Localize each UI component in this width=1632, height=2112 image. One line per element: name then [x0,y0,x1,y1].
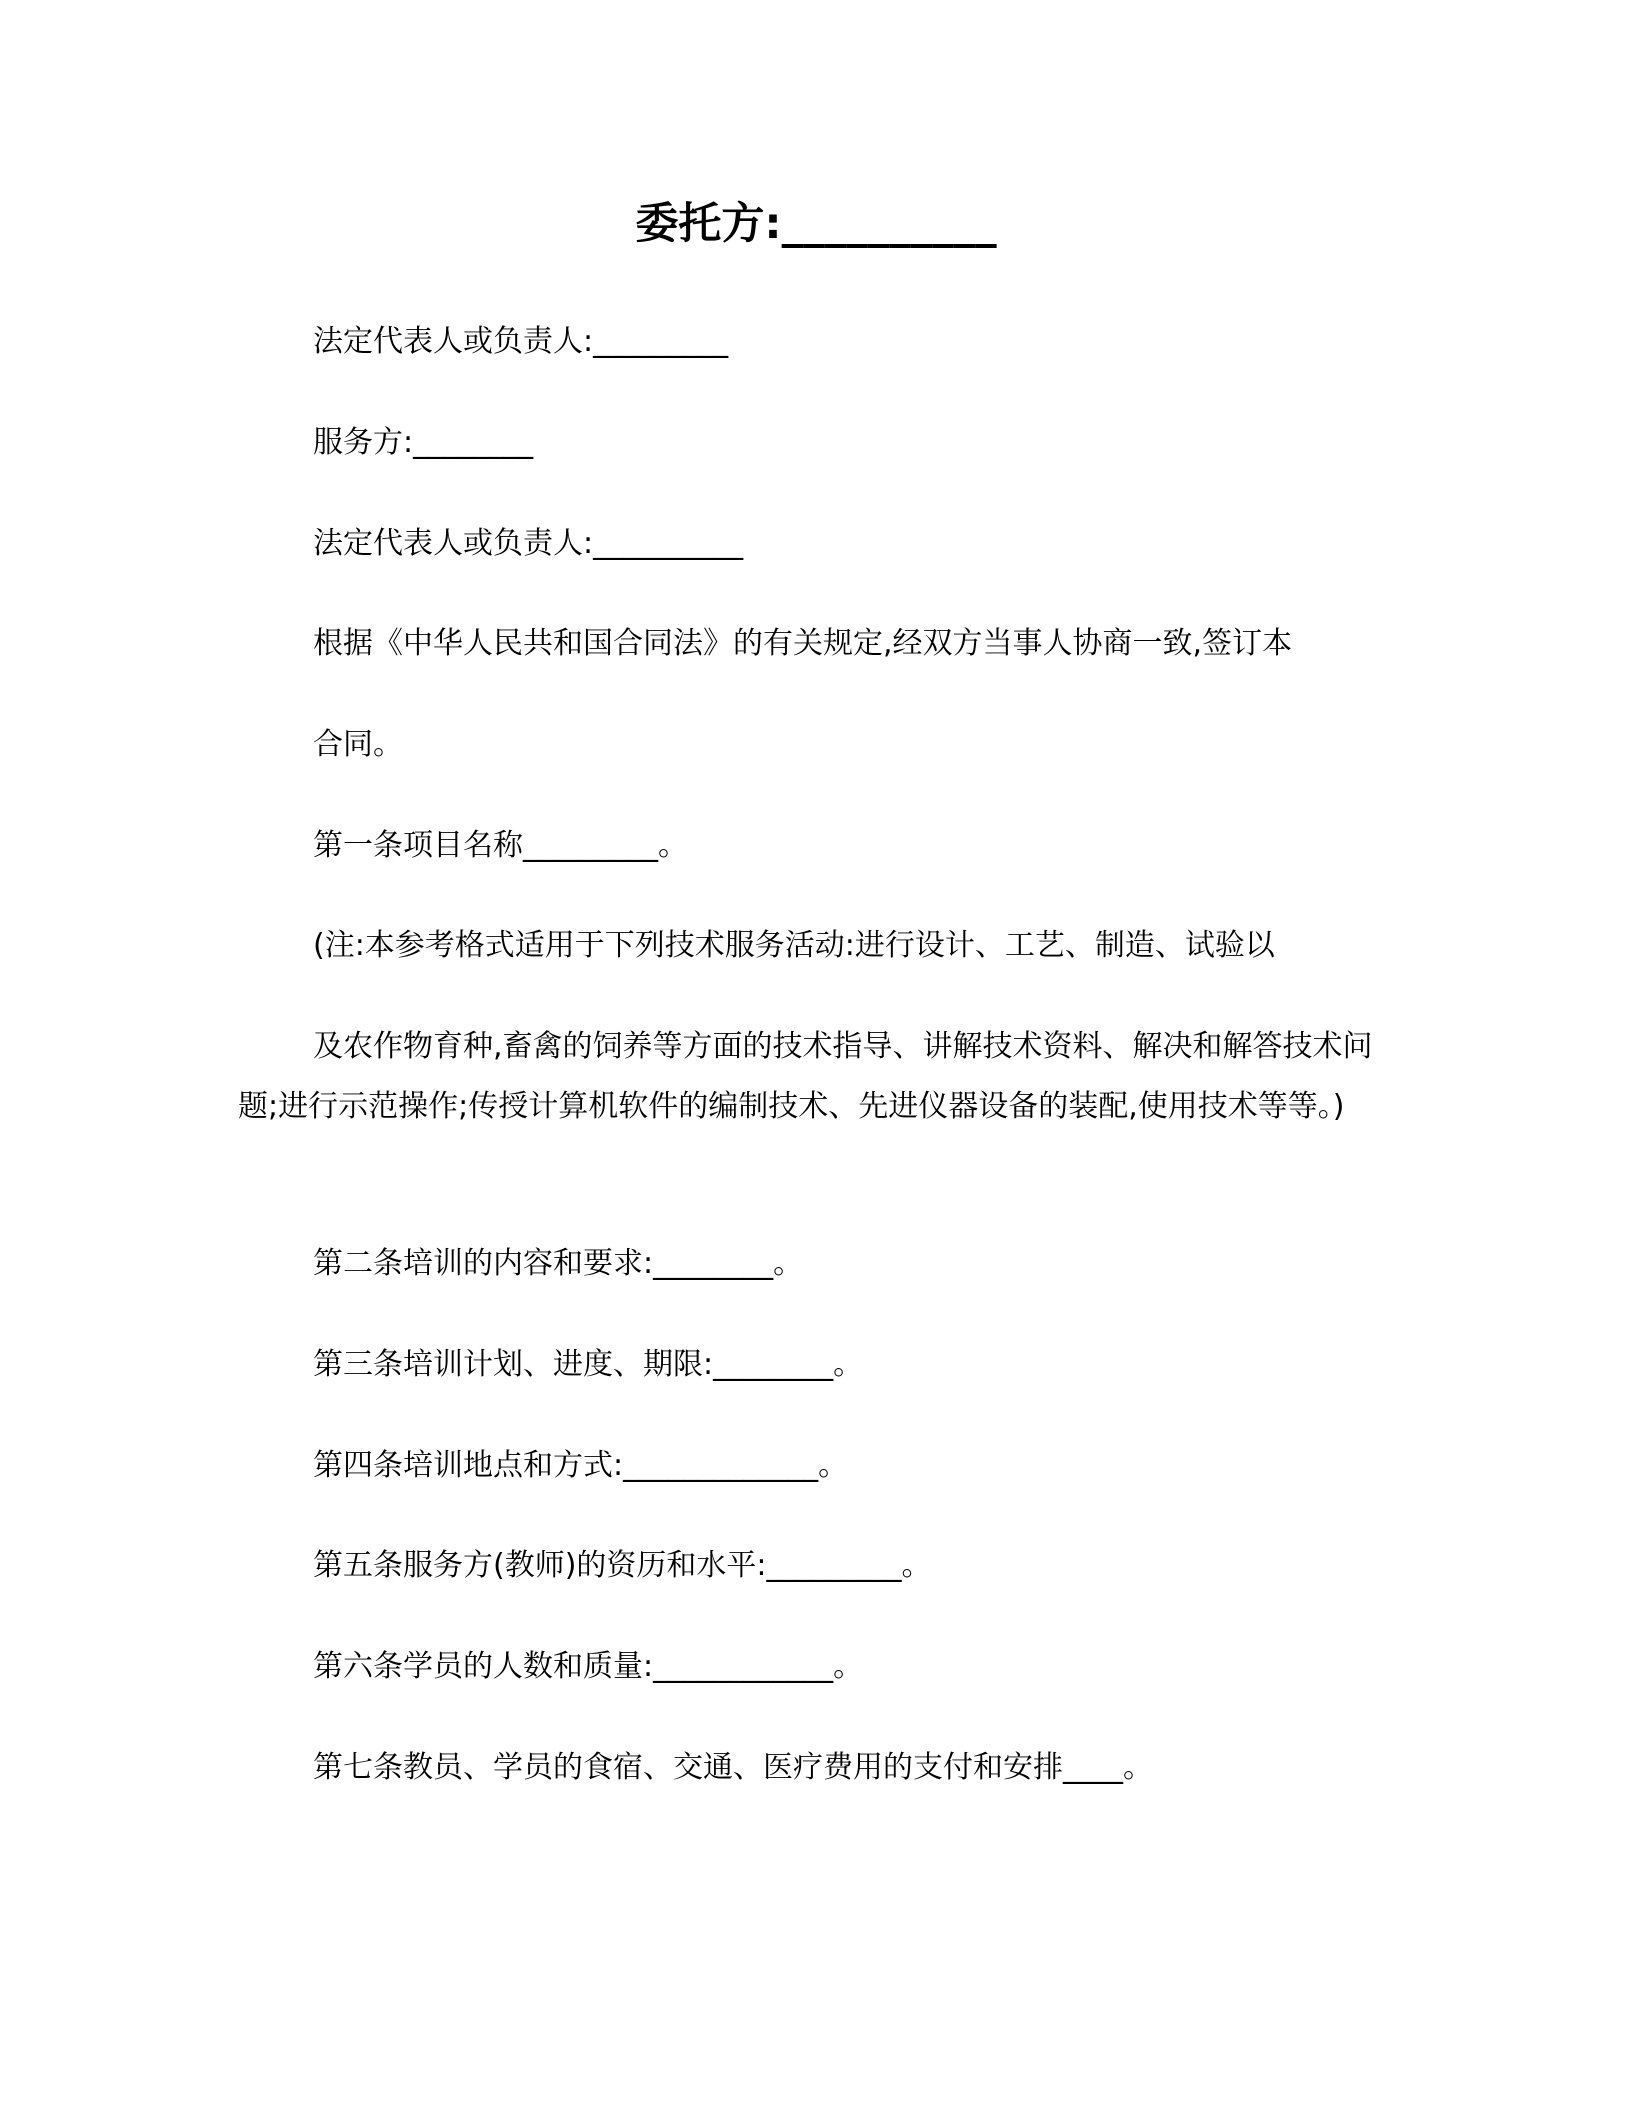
document-title: 委托方:__________ [635,199,997,249]
article-2-training-content: 第二条培训的内容和要求:________。 [313,1246,804,1281]
article-1-project-name: 第一条项目名称_________。 [313,828,688,863]
note-paragraph: 及农作物育种,畜禽的饲养等方面的技术指导、讲解技术资料、解决和解答技术问题;进行示范操作;传授计算机软件的编制技术、先进仪器设备的装配,使用技术等等。) [238,1029,1373,1124]
preamble-line-1: 根据《中华人民共和国合同法》的有关规定,经双方当事人协商一致,签订本 [313,626,1293,661]
preamble-line-2: 合同。 [313,727,403,762]
article-7-expenses: 第七条教员、学员的食宿、交通、医疗费用的支付和安排____。 [313,1750,1153,1785]
article-6-trainee-count: 第六条学员的人数和质量:____________。 [313,1649,864,1684]
article-5-teacher-qualification: 第五条服务方(教师)的资历和水平:_________。 [313,1548,932,1583]
article-4-training-location: 第四条培训地点和方式:_____________。 [313,1448,849,1483]
service-party-line: 服务方:________ [313,425,534,460]
note-line-1: (注:本参考格式适用于下列技术服务活动:进行设计、工艺、制造、试验以 [313,928,1275,963]
principal-representative-line: 法定代表人或负责人:_________ [313,324,729,359]
article-3-training-plan: 第三条培训计划、进度、期限:________。 [313,1347,864,1382]
service-representative-line: 法定代表人或负责人:__________ [313,526,744,561]
